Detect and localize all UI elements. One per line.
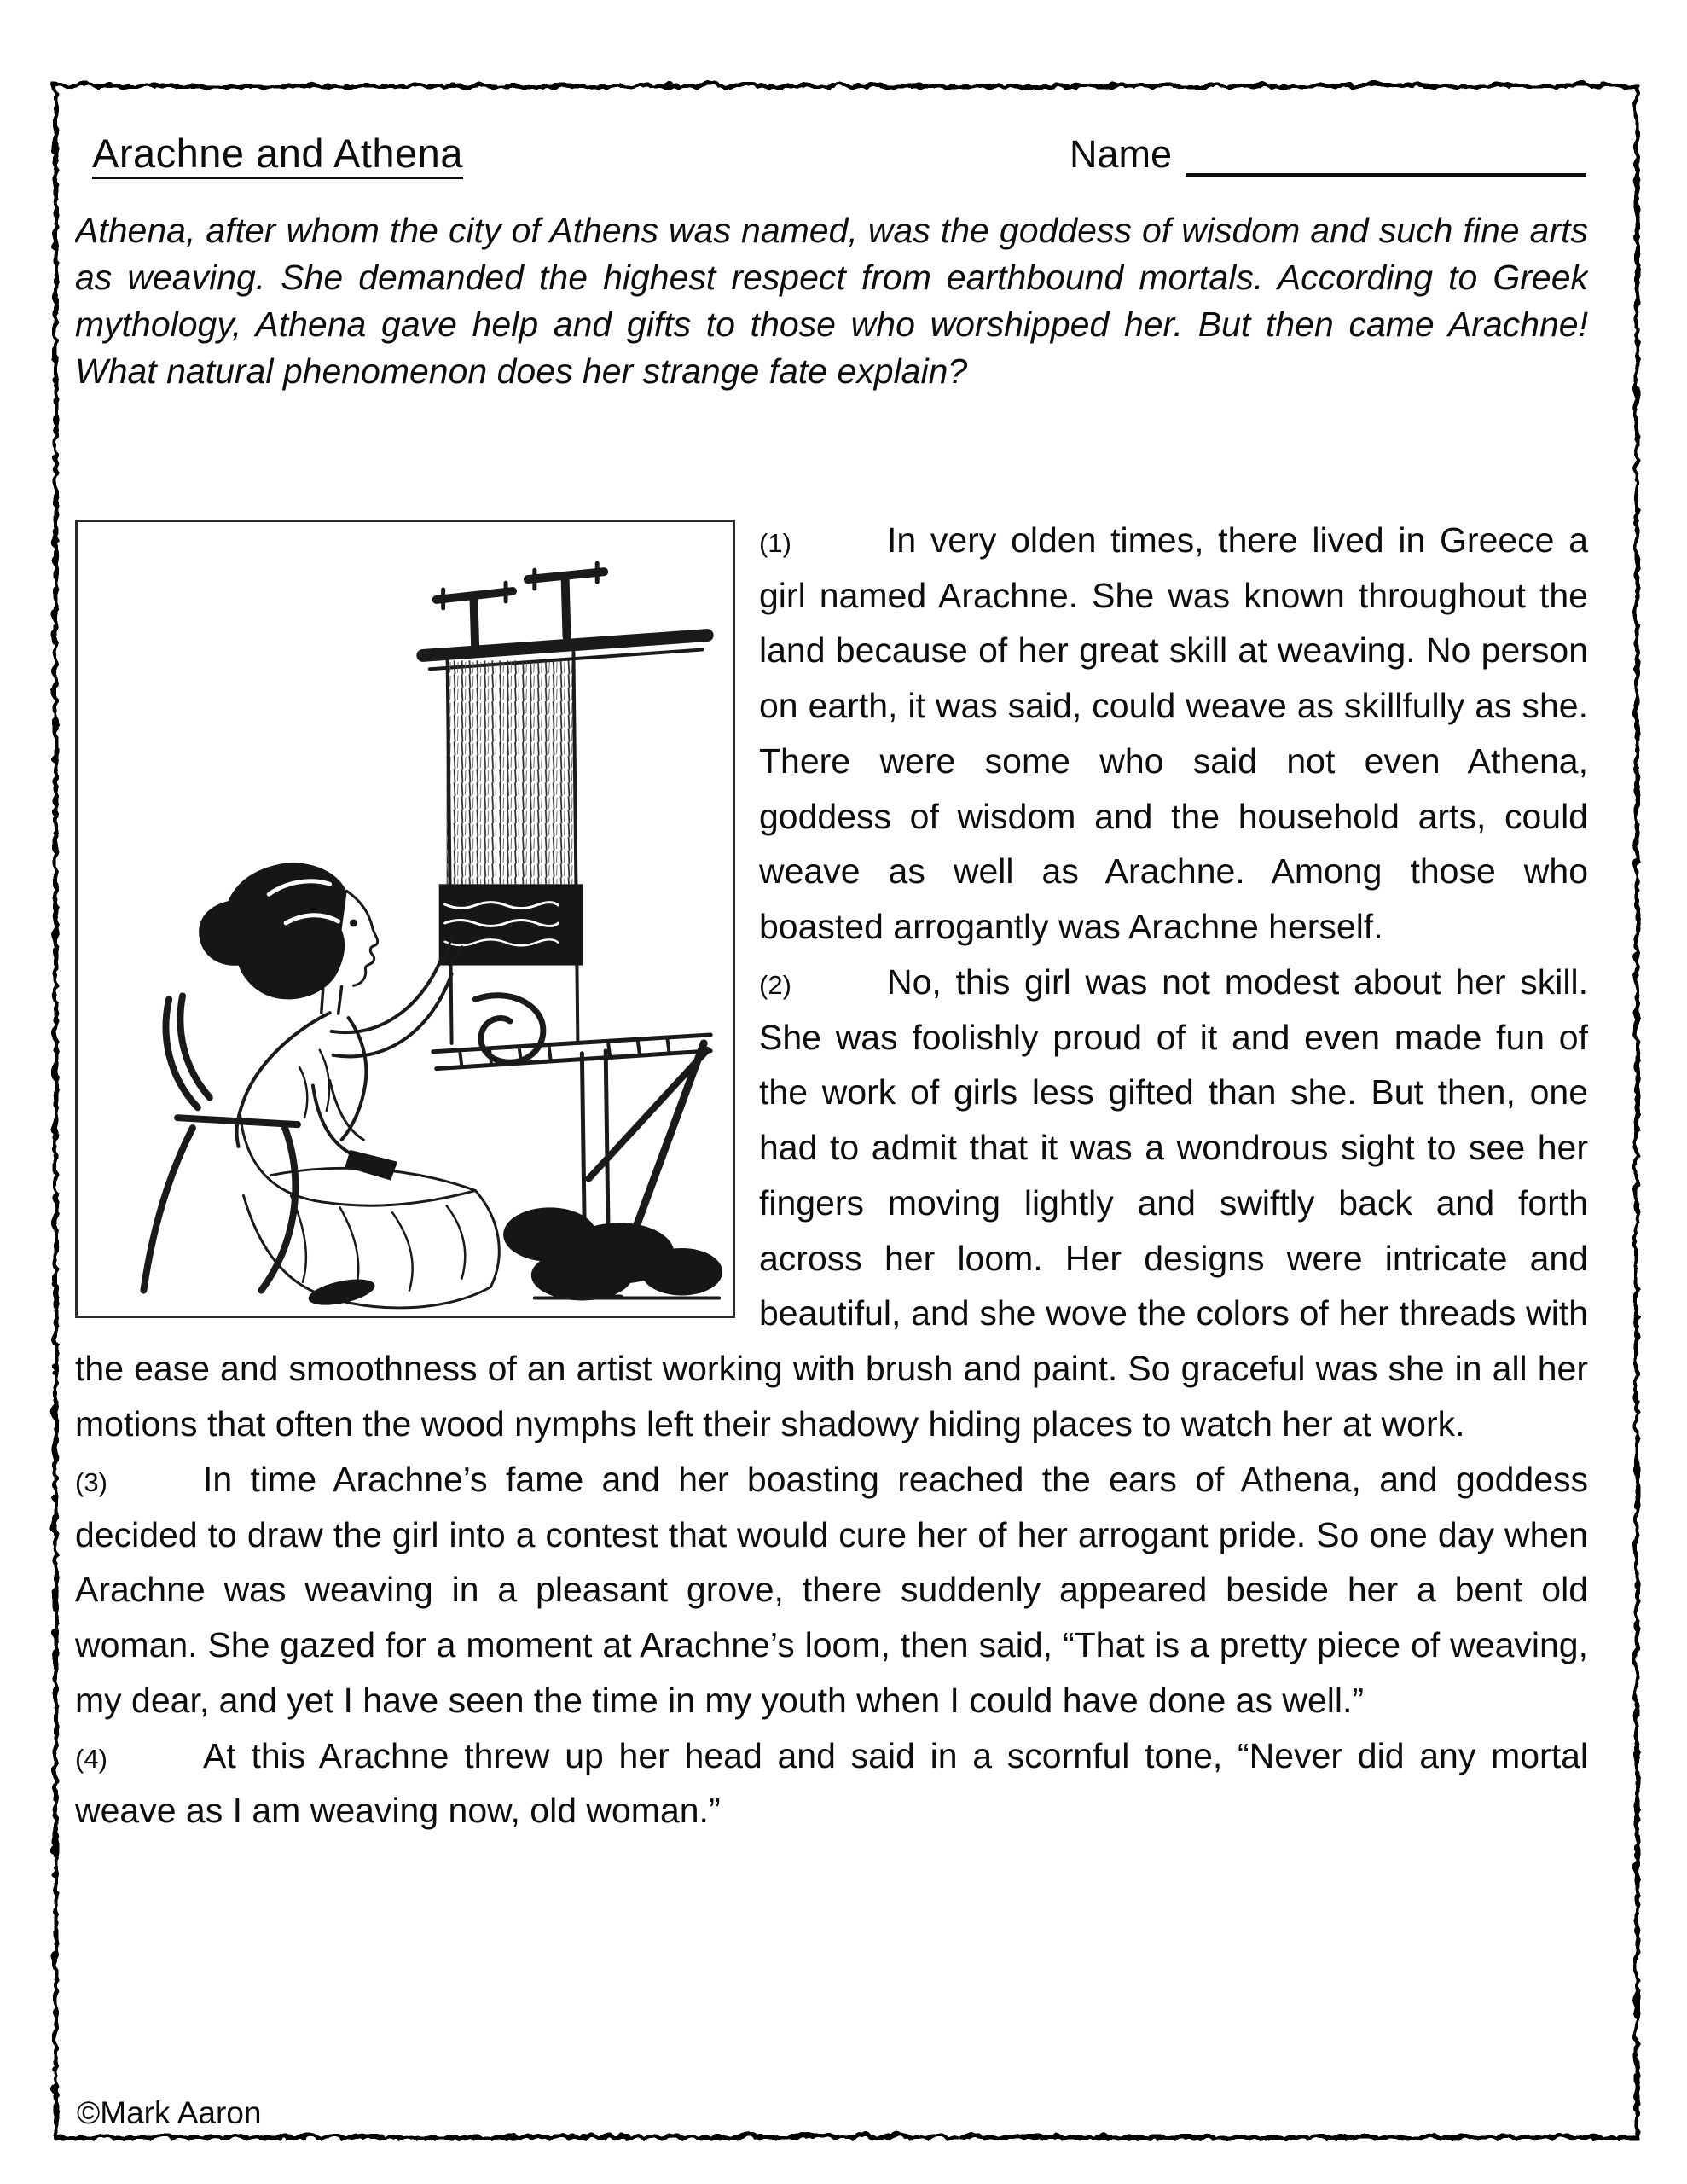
paragraph-text: No, this girl was not modest about her skill. She was foolishly proud of it and even made fun of the work of girls less gifted than she. But then, one had to admit that it was a wondrous sight to see her fingers moving lightly and swiftly back and forth across her loom. Her designs were intricate and beautiful, and she wove the colors of her threads with the ease and smoothness of an artist working with brush and paint. So graceful was she in all her motions that often the wood nymphs left their shadowy hiding places to watch her at work. <box>75 961 1588 1443</box>
chair <box>143 996 298 1290</box>
hair <box>199 863 346 999</box>
paragraph-number: (1) <box>759 527 791 558</box>
story-paragraph-3 <box>75 1452 1588 1728</box>
wool-pile <box>503 1207 722 1300</box>
left-arm <box>313 1080 397 1180</box>
woman-weaving-at-loom-illustration <box>78 522 733 1316</box>
intro-paragraph: Athena, after whom the city of Athens was named, was the goddess of wisdom and such fine arts as weaving. She demanded the highest respect from earthbound mortals. According to Greek mythology, Athena gave help and gifts to those who worshipped her. But then came Arachne! What natural phenomenon does her strange fate explain? <box>75 211 1588 391</box>
paragraph-number: (4) <box>75 1743 107 1774</box>
loom-woven-band <box>439 884 583 965</box>
thread-swirl <box>475 995 542 1062</box>
paragraph-text: At this Arachne threw up her head and said in a scornful tone, “Never did any mortal weave as I am weaving now, old woman.” <box>75 1735 1588 1831</box>
name-group <box>1070 131 1586 177</box>
page-title: Arachne and Athena <box>92 131 463 176</box>
name-blank[interactable] <box>1186 131 1586 177</box>
illustration-frame <box>75 520 735 1318</box>
worksheet-page <box>75 125 1588 2136</box>
paragraph-text: In very olden times, there lived in Greece a girl named Arachne. She was known throughout the land because of her great skill at weaving. No person on earth, it was said, could weave as skillfully as she. There were some who said not even Athena, goddess of wisdom and the household arts, could weave as well as Arachne. Among those who boasted arrogantly was Arachne herself. <box>759 520 1588 947</box>
paragraph-number: (3) <box>75 1467 107 1497</box>
header-row <box>92 130 1586 177</box>
loom-warp-threads <box>447 660 576 884</box>
story-paragraph-4 <box>75 1728 1588 1839</box>
paragraph-number: (2) <box>759 969 791 1000</box>
copyright-credit: ©Mark Aaron <box>77 2095 262 2130</box>
story-body <box>75 513 1588 1838</box>
name-label: Name <box>1069 132 1172 176</box>
skirt <box>241 1114 500 1308</box>
paragraph-text: In time Arachne’s fame and her boasting reached the ears of Athena, and goddess decided to draw the girl into a contest that would cure her of her arrogant pride. So one day when Arachne was weaving in a pleasant grove, there suddenly appeared beside her a bent old woman. She gazed for a moment at Arachne’s loom, then said, “That is a pretty piece of weaving, my dear, and yet I have seen the time in my youth when I could have done as well.” <box>75 1459 1588 1720</box>
